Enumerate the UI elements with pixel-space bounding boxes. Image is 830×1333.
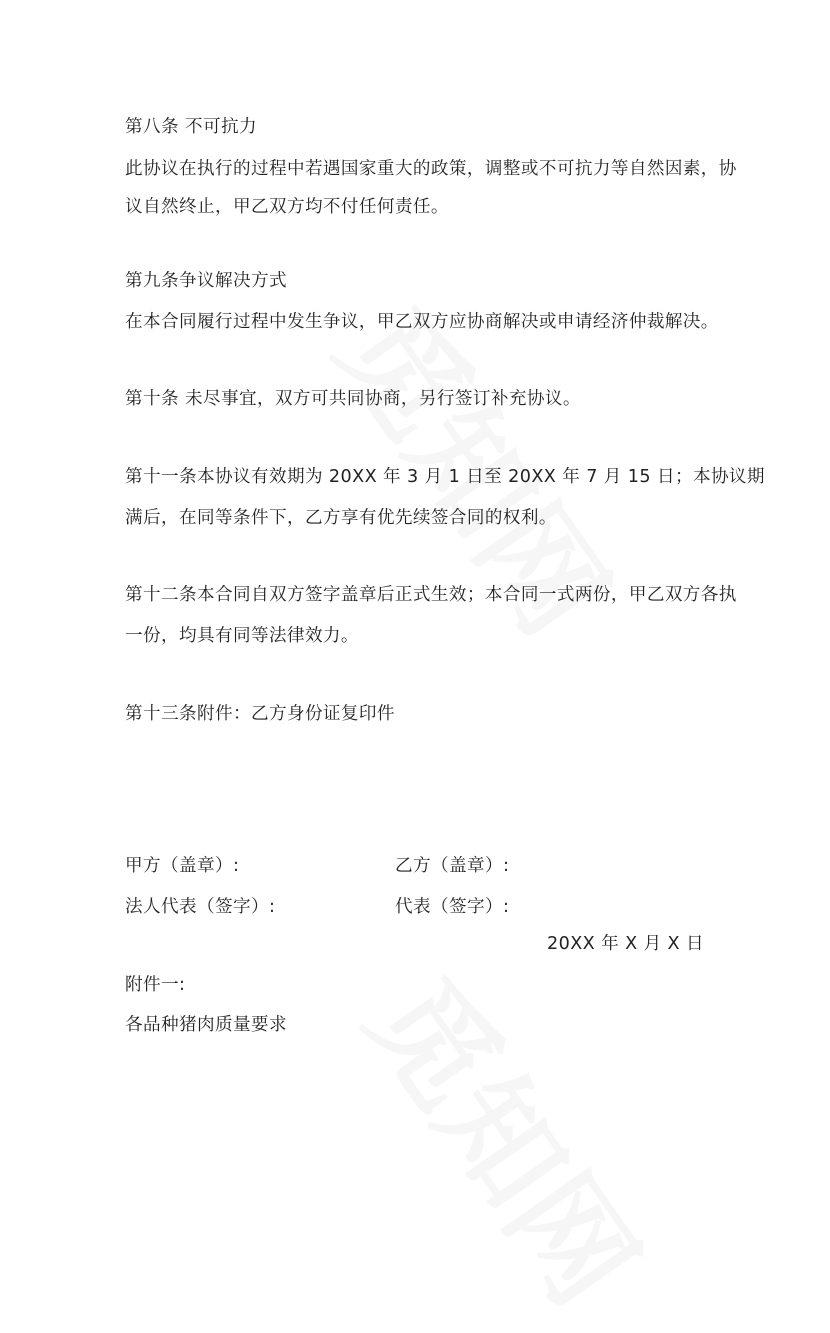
section-heading: 第八条 不可抗力 <box>125 117 257 137</box>
paragraph-line: 此协议在执行的过程中若遇国家重大的政策，调整或不可抗力等自然因素，协 <box>125 159 737 179</box>
watermark-logo <box>336 939 683 1333</box>
party-b-rep-label: 代表（签字）: <box>395 897 510 917</box>
party-b-seal-label: 乙方（盖章）: <box>395 856 510 876</box>
party-a-rep-label: 法人代表（签字）: <box>125 897 276 917</box>
paragraph-line: 议自然终止，甲乙双方均不付任何责任。 <box>125 197 449 217</box>
paragraph-line: 第十条 未尽事宜，双方可共同协商，另行签订补充协议。 <box>125 389 581 409</box>
signature-date: 20XX 年 X 月 X 日 <box>547 934 704 954</box>
paragraph-line: 满后，在同等条件下，乙方享有优先续签合同的权利。 <box>125 508 557 528</box>
paragraph-line: 一份，均具有同等法律效力。 <box>125 626 359 646</box>
paragraph-line: 第十一条本协议有效期为 20XX 年 3 月 1 日至 20XX 年 7 月 15 日；本协议期 <box>125 467 765 487</box>
attachment-title: 各品种猪肉质量要求 <box>125 1015 287 1035</box>
attachment-label: 附件一: <box>125 975 186 995</box>
section-heading: 第九条争议解决方式 <box>125 271 287 291</box>
paragraph-line: 在本合同履行过程中发生争议，甲乙双方应协商解决或申请经济仲裁解决。 <box>125 312 719 332</box>
paragraph-line: 第十三条附件：乙方身份证复印件 <box>125 704 395 724</box>
party-a-seal-label: 甲方（盖章）: <box>125 856 240 876</box>
paragraph-line: 第十二条本合同自双方签字盖章后正式生效；本合同一式两份，甲乙双方各执 <box>125 585 737 605</box>
